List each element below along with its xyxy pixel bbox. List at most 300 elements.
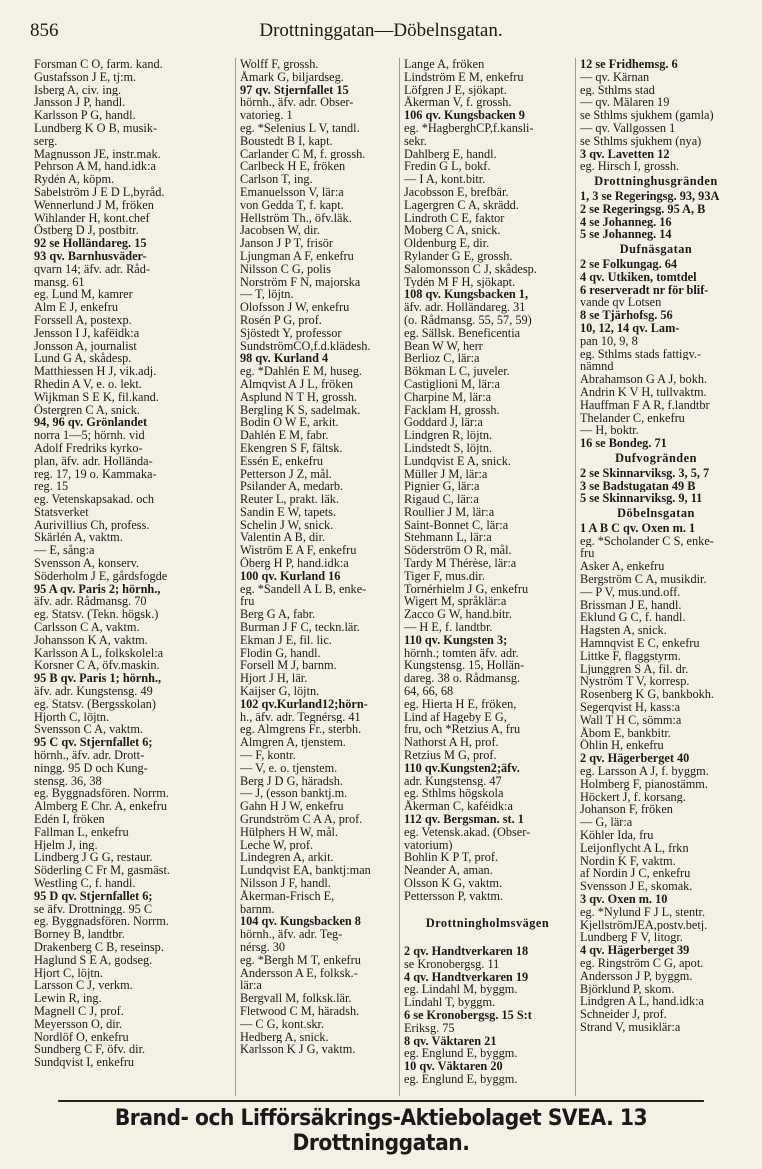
directory-entry: Lindberg J G G, restaur. [34, 851, 153, 865]
directory-entry: Hjelm J, ing. [34, 838, 98, 852]
directory-entry: fru, och *Retzius A, fru [404, 723, 521, 737]
directory-entry: Tydén M F H, sjökapt. [404, 275, 516, 289]
directory-entry: Andersson A E, folksk.- [240, 966, 358, 980]
directory-entry: eg. Lindahl M, byggm. [404, 983, 518, 997]
directory-entry: reg. 15 [34, 480, 69, 494]
directory-entry: Leijonflycht A L, frkn [580, 841, 689, 855]
directory-entry: Öberg H P, hand.idk:a [240, 557, 349, 570]
directory-entry: Wolff F, grossh. [240, 58, 319, 71]
directory-entry: Rydén A, köpm. [34, 173, 115, 186]
directory-entry: 16 se Bondeg. 71 [580, 437, 667, 450]
directory-entry: Forsman C O, farm. kand. [34, 58, 163, 71]
directory-entry: Gustafsson J E, tj:m. [34, 70, 137, 84]
directory-entry: vatorieg. 1 [240, 109, 293, 122]
directory-entry: Saint-Bonnet C, lär:a [404, 518, 509, 532]
directory-entry: — H E, f. landtbr. [404, 621, 493, 634]
directory-entry: eg. Englund E, byggm. [404, 1072, 518, 1086]
directory-entry: eg. Lund M, kamrer [34, 288, 133, 302]
directory-entry: Holmberg F, pianostämm. [580, 777, 708, 791]
directory-entry: Söderling C Fr M, gasmäst. [34, 864, 170, 877]
advertisement-footer: Brand- och Lifförsäkrings-Aktiebolaget SVEA. 13 Drottninggatan. [58, 1100, 704, 1140]
directory-entry: Rosén P G, prof. [240, 313, 322, 327]
directory-entry: Björklund P, skom. [580, 982, 675, 996]
directory-entry: Sundberg C F, öfv. dir. [34, 1043, 146, 1057]
directory-entry: Kungstensg. 15, Hollän- [404, 659, 525, 673]
directory-entry: 5 se Skinnarviksg. 9, 11 [580, 492, 703, 506]
directory-entry: Jansson J P, handl. [34, 96, 126, 110]
directory-columns [30, 58, 736, 1096]
directory-entry: fru [240, 595, 255, 609]
directory-entry: Sundqvist I, enkefru [34, 1056, 135, 1069]
directory-entry: 8 qv. Väktaren 21 [404, 1034, 497, 1048]
directory-entry: Reuter L, prakt. läk. [240, 493, 340, 506]
directory-entry: Ekengren S F, fältsk. [240, 441, 343, 455]
directory-entry: — T, löjtn. [240, 288, 294, 302]
directory-entry: 12 se Fridhemsg. 6 [580, 58, 678, 71]
directory-entry: Statsverket [34, 505, 89, 519]
directory-entry: Forsell M J, barnm. [240, 659, 337, 673]
directory-entry: hörnh., äfv. adr. Obser- [240, 96, 354, 110]
directory-entry: 3 qv. Oxen m. 10 [580, 893, 668, 906]
directory-entry: — qv. Vallgossen 1 [580, 121, 676, 135]
directory-entry: Eklund G C, f. handl. [580, 611, 686, 625]
street-heading: Dufvogränden [615, 451, 697, 465]
directory-entry: Wihlander H, kont.chef [34, 211, 150, 225]
directory-entry: Åmark G, biljardseg. [240, 70, 344, 84]
directory-entry: — V, e. o. tjenstem. [240, 761, 338, 775]
directory-entry: Almgren A, tjenstem. [240, 736, 346, 750]
directory-entry: reg. 17, 19 o. Kammaka- [34, 467, 157, 481]
directory-entry: se äfv. Drottningg. 95 C [34, 902, 153, 916]
directory-entry: Magnell C J, prof. [34, 1004, 124, 1018]
directory-entry: Wijkman S E K, fil.kand. [34, 390, 159, 404]
directory-entry: Johanson F, fröken [580, 803, 673, 817]
directory-entry: Hauffman F A R, f.landtbr [580, 398, 710, 412]
directory-entry: Wall T H C, sömm:a [580, 713, 682, 727]
directory-entry: Littke F, flaggstyrm. [580, 649, 681, 663]
directory-entry: Charpine M, lär:a [404, 390, 492, 404]
directory-entry: 2 se Regeringsg. 95 A, B [580, 202, 706, 216]
directory-entry: Andrin K V H, tullvaktm. [580, 385, 707, 399]
directory-entry: mansg. 61 [34, 275, 85, 289]
directory-entry: Lindstedt S, löjtn. [404, 441, 493, 455]
directory-entry: Sjöstedt Y, professor [240, 326, 342, 340]
directory-entry: Lind af Hageby E G, [404, 710, 507, 724]
directory-entry: SundströmCO,f.d.klädesh. [240, 339, 371, 353]
directory-entry: Fredin G L, bokf. [404, 160, 491, 174]
directory-entry: Larsson C J, verkm. [34, 979, 133, 993]
directory-entry: Westling C, f. handl. [34, 877, 136, 890]
directory-entry: Hjort C, löjtn. [34, 966, 104, 980]
directory-entry: Roullier J M, lär:a [404, 505, 495, 519]
directory-entry: Boustedt B I, kapt. [240, 134, 333, 148]
directory-entry: — I A, kont.bitr. [404, 173, 486, 186]
directory-entry: eg. *Dahlén E M, huseg. [240, 365, 362, 378]
directory-entry: 97 qv. Stjernfallet 15 [240, 83, 349, 97]
directory-entry: Almqvist A J L, fröken [240, 377, 354, 391]
directory-entry: Zacco G W, hand.bitr. [404, 608, 512, 622]
directory-entry: Korsner C A, öfv.maskin. [34, 659, 160, 673]
directory-entry: 2 se Skinnarviksg. 3, 5, 7 [580, 466, 710, 480]
directory-entry: Bohlin K P T, prof. [404, 851, 499, 865]
directory-entry: Jonsson A, journalist [34, 339, 137, 353]
directory-entry: af Nordin J C, enkefru [580, 867, 691, 881]
directory-entry: serg. [34, 134, 58, 148]
directory-entry: Carlson T, ing. [240, 173, 313, 186]
directory-entry: Sandin E W, tapets. [240, 505, 336, 519]
directory-entry: Nilsson J F, handl. [240, 877, 331, 890]
directory-entry: eg. Statsv. (Tekn. högsk.) [34, 608, 159, 622]
directory-entry: 92 se Holländareg. 15 [34, 237, 147, 250]
directory-entry: 110 qv.Kungsten2;äfv. [404, 761, 520, 775]
directory-entry: Forssell A, postexp. [34, 313, 132, 327]
directory-entry: qvarn 14; äfv. adr. Råd- [34, 262, 150, 276]
directory-entry: dareg. 38 o. Rådmansg. [404, 672, 521, 686]
directory-entry: Grundström C A A, prof. [240, 813, 363, 826]
directory-entry: Pehrson A M, hand.idk:a [34, 160, 156, 174]
directory-entry: Edén I, fröken [34, 813, 105, 826]
column-3 [400, 58, 576, 1096]
directory-entry: pan 10, 9, 8 [580, 334, 638, 348]
directory-entry: Lewin R, ing. [34, 992, 102, 1005]
directory-entry: Köhler Ida, fru [580, 829, 654, 842]
directory-entry: Nilsson C G, polis [240, 262, 331, 276]
directory-entry: Bergling K S, sadelmak. [240, 403, 361, 417]
directory-entry: Lindahl T, byggm. [404, 996, 496, 1009]
directory-entry: Berg G A, fabr. [240, 608, 316, 622]
directory-entry: äfv. adr. Kungstensg. 49 [34, 685, 153, 698]
directory-entry: Bergvall M, folksk.lär. [240, 992, 352, 1005]
directory-entry: Lagergren C A, skrädd. [404, 198, 519, 212]
directory-entry: Lindgren R, löjtn. [404, 429, 493, 442]
directory-entry: — F, kontr. [240, 749, 296, 762]
street-heading: Döbelnsgatan [617, 507, 695, 520]
directory-entry: eg. Almgrens Fr., sterbh. [240, 723, 362, 737]
directory-entry: Karlsson P G, handl. [34, 109, 136, 122]
directory-entry: Johansson K A, vaktm. [34, 633, 148, 647]
directory-entry: sekr. [404, 134, 427, 148]
directory-entry: Nyström T V, korresp. [580, 675, 690, 689]
directory-entry: Nathorst A H, prof. [404, 736, 499, 750]
directory-entry: adr. Kungstensg. 47 [404, 774, 502, 788]
directory-entry: Dahlberg E, handl. [404, 147, 497, 161]
directory-entry: äfv. adr. Holländareg. 31 [404, 301, 526, 314]
directory-entry: Lundberg F V, litogr. [580, 931, 683, 945]
directory-entry: Magnusson JE, instr.mak. [34, 147, 161, 161]
directory-entry: Isberg A, civ. ing. [34, 83, 122, 97]
directory-entry: eg. *Selenius L V, tandl. [240, 121, 360, 135]
directory-entry: 8 se Tjärhofsg. 56 [580, 309, 673, 322]
directory-entry: KjellströmJEA,postv.betj. [580, 918, 708, 932]
column-4 [576, 58, 736, 1096]
directory-entry: eg. Ringström C G, apot. [580, 956, 704, 970]
directory-entry: Matthiessen H J, vik.adj. [34, 365, 157, 378]
directory-entry: Nordlöf O, enkefru [34, 1030, 129, 1044]
directory-entry: Öhlin H, enkefru [580, 739, 664, 753]
directory-entry: eg. *Sandell A L B, enke- [240, 582, 367, 596]
directory-entry: Bean W W, herr [404, 339, 483, 353]
page-header [30, 20, 732, 46]
directory-entry: Emanuelsson V, lär:a [240, 185, 344, 199]
directory-entry: Åkerman-Frisch E, [240, 889, 335, 903]
directory-entry: Leche W, prof. [240, 838, 314, 852]
directory-entry: eg. Vetensk.akad. (Obser- [404, 825, 531, 839]
directory-entry: 112 qv. Bergsman. st. 1 [404, 813, 524, 826]
directory-entry: Gahn H J W, enkefru [240, 800, 344, 814]
directory-entry: Bergström C A, musikdir. [580, 573, 707, 586]
directory-entry: eg. *Bergh M T, enkefru [240, 953, 361, 967]
directory-entry: 4 qv. Handtverkaren 19 [404, 970, 529, 984]
directory-entry: barnm. [240, 902, 275, 916]
directory-entry: Åbom E, bankbitr. [580, 726, 671, 740]
directory-entry: Rhedin A V, e. o. lekt. [34, 377, 142, 391]
directory-entry: Jacobsson E, brefbär. [404, 185, 509, 199]
directory-entry: plan, äfv. adr. Hollända- [34, 454, 153, 468]
directory-entry: Svensson C A, vaktm. [34, 723, 143, 737]
directory-entry: Lindström E M, enkefru [404, 70, 524, 84]
directory-entry: 4 qv. Utkiken, tomtdel [580, 270, 697, 284]
directory-entry: eg. *Scholander C S, enke- [580, 534, 714, 548]
directory-entry: Höckert J, f. korsang. [580, 790, 686, 804]
directory-entry: Salomonsson C J, skådesp. [404, 262, 537, 276]
directory-entry: Norström F N, majorska [240, 275, 361, 289]
directory-entry: Söderström O R, mål. [404, 544, 512, 558]
directory-entry: Östergren C A, snick. [34, 403, 140, 417]
column-1 [30, 58, 236, 1096]
street-heading: Drottningholmsvägen [425, 917, 550, 931]
directory-entry: Carlbeck H E, fröken [240, 160, 346, 174]
directory-entry [404, 932, 571, 945]
directory-entry: eg. Sällsk. Beneficentia [404, 326, 521, 340]
directory-entry: — qv. Mälaren 19 [580, 96, 670, 110]
directory-entry: 10 qv. Väktaren 20 [404, 1060, 503, 1073]
directory-entry: Facklam H, grossh. [404, 403, 500, 417]
directory-entry: — H, boktr. [580, 424, 639, 438]
directory-entry: — J, (esson banktj.m. [240, 787, 348, 801]
directory-entry: h., äfv. adr. Tegnérsg. 41 [240, 710, 361, 724]
directory-entry: 1, 3 se Regeringsg. 93, 93A [580, 189, 720, 203]
directory-entry: Wigert M, språklär:a [404, 595, 507, 609]
directory-entry: eg. Sthlms högskola [404, 787, 504, 801]
directory-entry: Nordin K F, vaktm. [580, 854, 676, 868]
column-2 [236, 58, 400, 1096]
directory-entry: 2 se Folkungag. 64 [580, 257, 678, 271]
directory-entry: ningg. 95 D och Kung- [34, 761, 148, 775]
directory-entry: Petterson J Z, mål. [240, 467, 332, 481]
directory-entry: Thelander C, enkefru [580, 411, 685, 425]
directory-entry: 5 se Johanneg. 14 [580, 228, 672, 242]
directory-entry: Müller J M, lär:a [404, 467, 488, 481]
directory-entry: eg. Hierta H E, fröken, [404, 697, 517, 711]
directory-entry: hörnh., äfv. adr. Teg- [240, 928, 343, 941]
directory-entry: 1 A B C qv. Oxen m. 1 [580, 521, 696, 535]
directory-entry: fru [580, 547, 595, 561]
directory-entry: eg. Englund E, byggm. [404, 1047, 518, 1061]
directory-entry: Skärlén A, vaktm. [34, 531, 123, 545]
directory-entry: Asker A, enkefru [580, 560, 665, 574]
directory-entry: vande qv Lotsen [580, 296, 662, 310]
directory-entry: Lundqvist EA, banktj:man [240, 864, 371, 877]
directory-entry: Hamnqvist E C, enkefru [580, 637, 700, 650]
directory-entry: eg. *Nylund F J L, stentr. [580, 905, 706, 919]
directory-entry: Pignier G, lär:a [404, 480, 480, 494]
directory-entry: Asplund N T H, grossh. [240, 390, 358, 404]
directory-entry: Hjorth C, löjtn. [34, 710, 110, 724]
directory-entry: se Sthlms sjukhem (nya) [580, 134, 702, 148]
directory-entry: äfv. adr. Rådmansg. 70 [34, 595, 147, 609]
directory-entry: vatorium) [404, 838, 453, 852]
directory-entry: 2 qv. Handtverkaren 18 [404, 944, 529, 958]
directory-entry: lär:a [240, 979, 262, 993]
directory-entry: Lange A, fröken [404, 58, 485, 71]
directory-entry: Hedberg A, snick. [240, 1030, 329, 1044]
directory-entry: — G, lär:a [580, 816, 633, 830]
directory-entry: Olsson K G, vaktm. [404, 877, 503, 890]
directory-entry: Jensson I J, kafëidk:a [34, 326, 140, 340]
directory-entry: Fallman L, enkefru [34, 825, 129, 839]
directory-entry: norra 1—5; hörnh. vid [34, 429, 145, 442]
directory-entry: Rosenberg K G, bankbokh. [580, 688, 714, 702]
directory-entry: Rylander G E, grossh. [404, 249, 513, 263]
directory-entry: 93 qv. Barnhusväder- [34, 249, 147, 263]
directory-entry: Tardy M Thérèse, lär:a [404, 557, 517, 570]
street-heading: Drottninghusgränden [594, 175, 718, 188]
directory-entry: eg. Byggnadsfören. Norrm. [34, 915, 169, 929]
directory-entry: Berg J D G, häradsh. [240, 774, 343, 788]
directory-entry: 4 se Johanneg. 16 [580, 215, 672, 229]
directory-entry: Sabelström J E D L,byråd. [34, 185, 165, 199]
page-number: 856 [30, 20, 59, 41]
directory-entry: Lundberg K O B, musik- [34, 121, 158, 135]
directory-entry: hörnh., äfv. adr. Drott- [34, 749, 145, 762]
directory-entry: — P V, mus.und.off. [580, 585, 681, 599]
directory-entry: Lindroth C E, faktor [404, 211, 505, 225]
directory-entry: Haglund S E A, godseg. [34, 953, 153, 967]
directory-entry: 95 B qv. Paris 1; hörnh., [34, 672, 162, 686]
directory-entry: 94, 96 qv. Grönlandet [34, 416, 148, 430]
directory-entry: 64, 66, 68 [404, 685, 454, 698]
directory-entry: Hagsten A, snick. [580, 624, 667, 638]
directory-entry: Bökman L C, juveler. [404, 365, 510, 378]
directory-entry: se Sthlms sjukhem (gamla) [580, 109, 714, 122]
directory-entry: — C G, kont.skr. [240, 1017, 325, 1031]
directory-entry: 95 C qv. Stjernfallet 6; [34, 736, 153, 750]
directory-entry: eg. Larsson A J, f. byggm. [580, 765, 709, 778]
directory-entry: Schelin J W, snick. [240, 518, 334, 532]
directory-entry: Flodin G, handl. [240, 646, 321, 660]
directory-entry: Carlsson C A, vaktm. [34, 621, 140, 634]
directory-entry: Östberg D J, postbitr. [34, 224, 139, 238]
directory-entry: Burman J F C, teckn.lär. [240, 621, 360, 634]
directory-entry: eg. Sthlms stad [580, 83, 655, 97]
directory-entry: eg. Hirsch I, grossh. [580, 160, 680, 174]
directory-entry: Oldenburg E, dir. [404, 237, 490, 250]
directory-entry: Svensson J E, skomak. [580, 880, 693, 893]
directory-entry: Wiström E A F, enkefru [240, 544, 357, 558]
directory-entry: Rigaud C, lär:a [404, 493, 479, 506]
directory-entry: Hellström Th., öfv.läk. [240, 211, 352, 225]
directory-entry: 2 qv. Hägerberget 40 [580, 752, 690, 766]
directory-entry: Essén E, enkefru [240, 454, 323, 468]
directory-entry [404, 903, 571, 916]
directory-entry: Kaijser G, löjtn. [240, 685, 320, 698]
directory-entry: Hülphers H W, mål. [240, 825, 339, 839]
page-title: Drottninggatan—Döbelnsgatan. [259, 20, 503, 41]
directory-entry: Eriksg. 75 [404, 1021, 455, 1035]
directory-entry: eg. *HagberghCP,f.kansli- [404, 121, 534, 135]
directory-entry: Ljunggren S A, fil. dr. [580, 662, 689, 676]
directory-entry: — qv. Kärnan [580, 70, 650, 84]
directory-entry: Psilander A, medarb. [240, 480, 344, 494]
directory-entry: 6 reserveradt nr för blif- [580, 283, 709, 297]
directory-entry: von Gedda T, f. kapt. [240, 198, 344, 212]
directory-entry: Hjort J H, lär. [240, 672, 308, 686]
directory-entry: Almberg E Chr. A, enkefru [34, 800, 167, 814]
directory-entry: 104 qv. Kungsbacken 8 [240, 915, 361, 929]
directory-entry: Ljungman A F, enkefru [240, 249, 354, 263]
directory-entry: 95 A qv. Paris 2; hörnh., [34, 582, 161, 596]
directory-entry: Neander A, aman. [404, 864, 493, 877]
directory-entry: hörnh.; tomten äfv. adr. [404, 646, 519, 660]
directory-entry: eg. Sthlms stads fattigv.- [580, 347, 702, 361]
directory-entry: Lindgren A L, hand.idk:a [580, 995, 704, 1009]
directory-entry: — E, sång:a [34, 544, 95, 558]
directory-entry: 3 se Badstugatan 49 B [580, 479, 696, 493]
directory-entry: 100 qv. Kurland 16 [240, 569, 341, 583]
directory-entry: Åkerman V, f. grossh. [404, 96, 512, 110]
directory-entry: 6 se Kronobergsg. 15 S:t [404, 1008, 532, 1022]
directory-entry: Goddard J, lär:a [404, 416, 483, 430]
directory-entry: 98 qv. Kurland 4 [240, 352, 329, 366]
directory-entry: 10, 12, 14 qv. Lam- [580, 321, 680, 335]
directory-entry: Fletwood C M, häradsh. [240, 1004, 360, 1018]
directory-entry: Tiger F, mus.dir. [404, 569, 485, 583]
directory-entry: Bodin O W E, arkit. [240, 416, 339, 430]
directory-entry: Karlsson K J G, vaktm. [240, 1043, 356, 1057]
directory-entry: eg. Vetenskapsakad. och [34, 493, 154, 506]
directory-entry: Meyersson O, dir. [34, 1017, 123, 1031]
directory-entry: Adolf Fredriks kyrko- [34, 441, 143, 455]
directory-entry: 95 D qv. Stjernfallet 6; [34, 889, 153, 903]
directory-entry: Lindegren A, arkit. [240, 851, 334, 865]
directory-entry: 102 qv.Kurland12;hörn- [240, 697, 368, 711]
directory-entry: Strand V, musiklär:a [580, 1020, 681, 1034]
directory-entry: (o. Rådmansg. 55, 57, 59) [404, 313, 532, 327]
directory-entry: Valentin A B, dir. [240, 531, 326, 545]
directory-entry: stensg. 36, 38 [34, 774, 102, 788]
directory-entry: Ekman J E, fil. lic. [240, 633, 332, 647]
directory-entry: Schneider J, prof. [580, 1008, 667, 1021]
directory-entry: se Kronobergsg. 11 [404, 957, 500, 971]
directory-entry: eg. Statsv. (Bergsskolan) [34, 697, 156, 711]
directory-entry: Castiglioni M, lär:a [404, 377, 500, 391]
directory-entry: Lund G A, skådesp. [34, 352, 132, 366]
directory-entry: Segerqvist H, kass:a [580, 701, 681, 714]
directory-entry: 3 qv. Lavetten 12 [580, 147, 670, 161]
directory-entry: Janson J P T, frisör [240, 237, 334, 250]
directory-entry: Andersson J P, byggm. [580, 969, 693, 983]
directory-entry: 4 qv. Hägerberget 39 [580, 944, 690, 957]
directory-entry: Retzius M G, prof. [404, 749, 497, 762]
directory-entry: Alm E J, enkefru [34, 301, 119, 314]
directory-entry: Moberg C A, snick. [404, 224, 501, 238]
directory-entry: Dahlén E M, fabr. [240, 429, 329, 442]
directory-entry: Carlander C M, f. grossh. [240, 147, 366, 161]
directory-entry: Tornérhielm J G, enkefru [404, 582, 529, 596]
directory-entry: 106 qv. Kungsbacken 9 [404, 109, 525, 122]
directory-entry: Svensson A, konserv. [34, 557, 140, 570]
directory-entry: Lundqvist E A, snick. [404, 454, 511, 468]
